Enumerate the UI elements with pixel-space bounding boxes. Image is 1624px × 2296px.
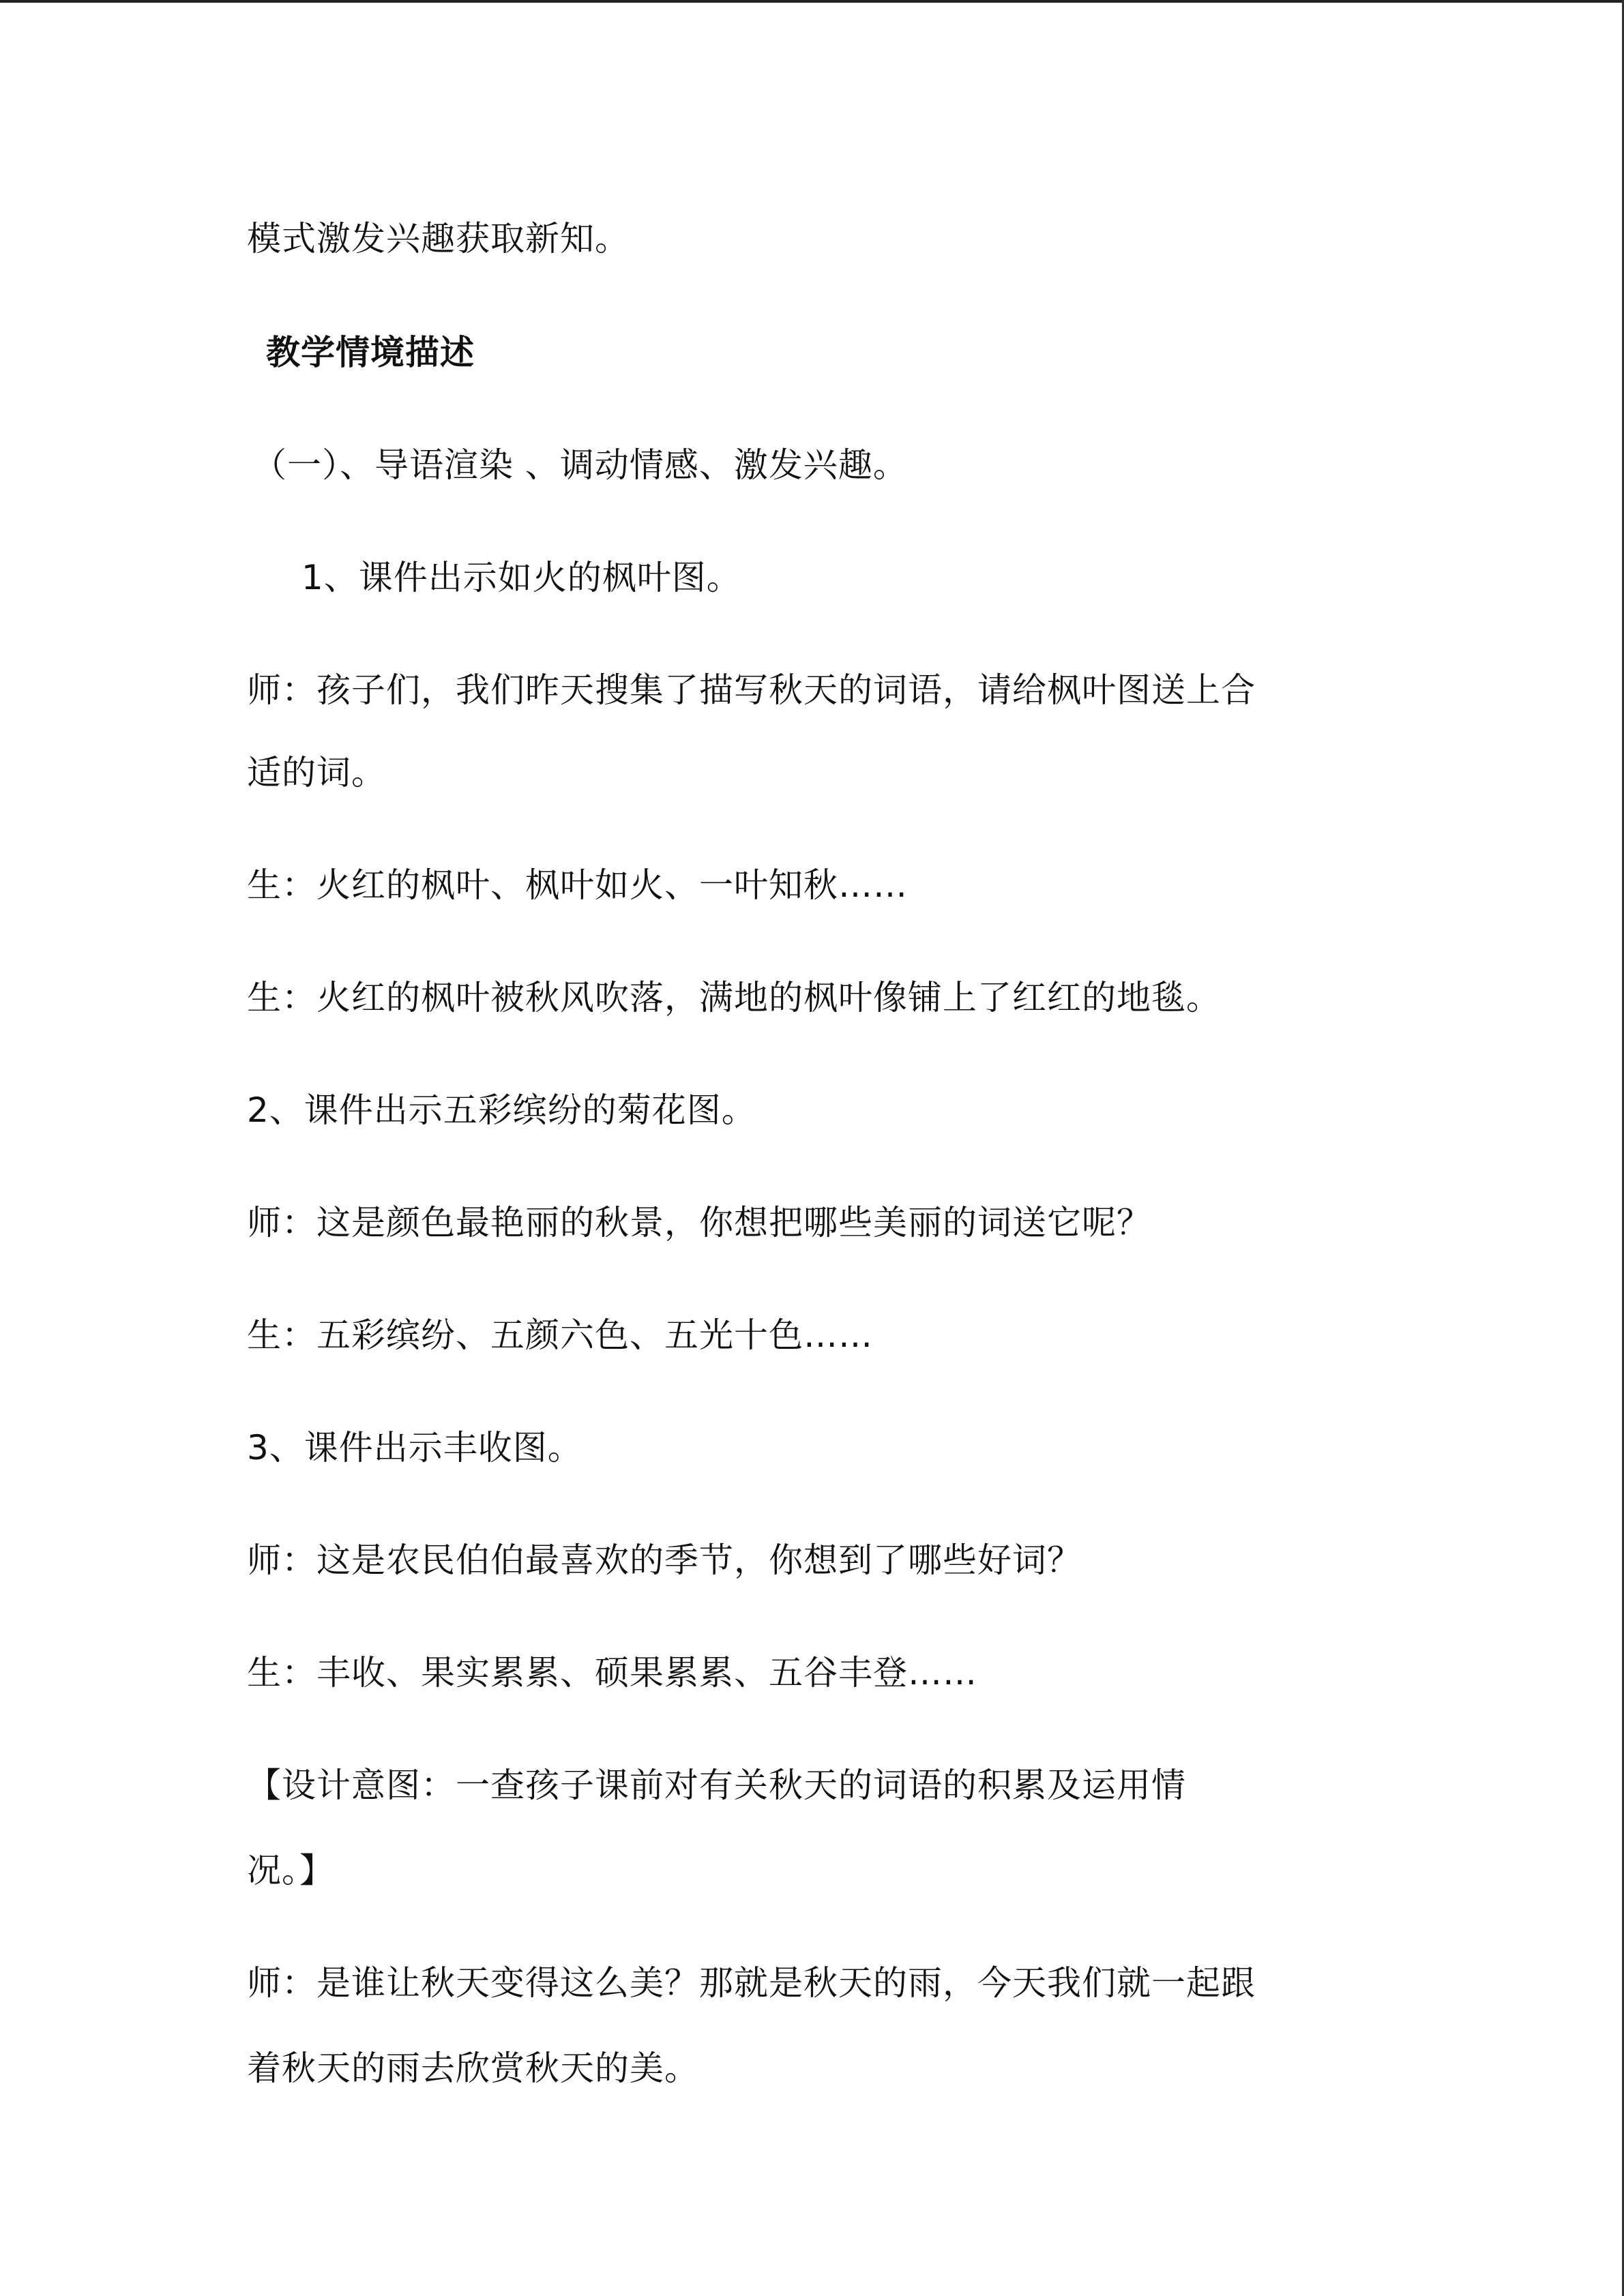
teacher-line-3: 师：这是农民伯伯最喜欢的季节，你想到了哪些好词？ — [247, 1540, 1082, 1580]
section-heading: 教学情境描述 — [266, 333, 475, 372]
design-intent-line-a: 【设计意图：一查孩子课前对有关秋天的词语的积累及运用情 — [247, 1765, 1186, 1805]
teacher-line-1b: 适的词。 — [247, 753, 386, 792]
paragraph-continuation: 模式激发兴趣获取新知。 — [247, 219, 630, 258]
student-line-2: 生：火红的枫叶被秋风吹落，满地的枫叶像铺上了红红的地毯。 — [247, 978, 1221, 1017]
subsection-heading: （一）、导语渲染 、调动情感、激发兴趣。 — [252, 445, 908, 485]
step-3-text: 3、课件出示丰收图。 — [247, 1428, 582, 1467]
step-1-text: 1、课件出示如火的枫叶图。 — [301, 558, 741, 597]
page-top-border — [0, 0, 1624, 3]
student-line-3: 生：五彩缤纷、五颜六色、五光十色…… — [247, 1315, 873, 1355]
design-intent-line-b: 况。】 — [247, 1851, 334, 1890]
teacher-line-4a: 师：是谁让秋天变得这么美？那就是秋天的雨，今天我们就一起跟 — [247, 1963, 1256, 2003]
teacher-line-4b: 着秋天的雨去欣赏秋天的美。 — [247, 2048, 699, 2088]
student-line-1: 生：火红的枫叶、枫叶如火、一叶知秋…… — [247, 865, 908, 905]
student-line-4: 生：丰收、果实累累、硕果累累、五谷丰登…… — [247, 1653, 977, 1693]
teacher-line-2: 师：这是颜色最艳丽的秋景，你想把哪些美丽的词送它呢？ — [247, 1203, 1151, 1242]
teacher-line-1a: 师：孩子们，我们昨天搜集了描写秋天的词语，请给枫叶图送上合 — [247, 670, 1256, 710]
step-2-text: 2、课件出示五彩缤纷的菊花图。 — [247, 1090, 756, 1130]
